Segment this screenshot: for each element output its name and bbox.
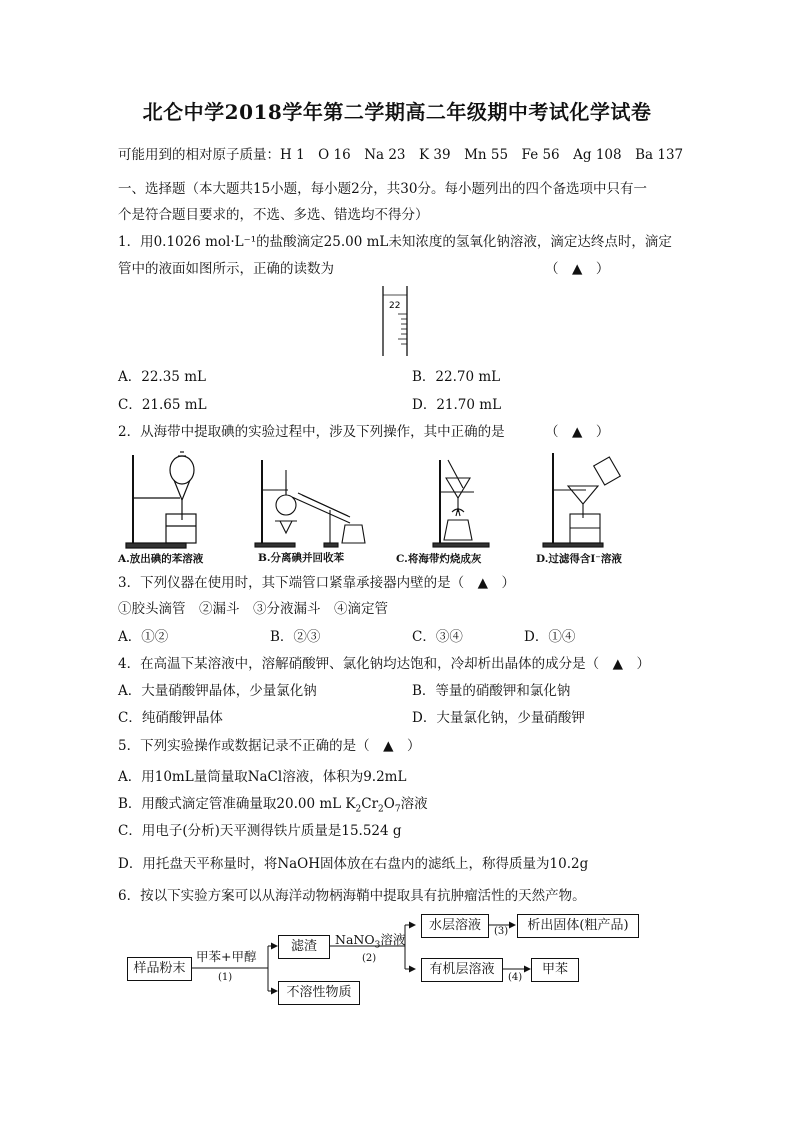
q4-option-a: A．大量硝酸钾晶体，少量氯化钠 [118,683,317,699]
q4-stem: 4．在高温下某溶液中，溶解硝酸钾、氯化钠均达饱和，冷却析出晶体的成分是（ ▲ ） [118,656,650,672]
apparatus-b-distillation [250,455,375,550]
apparatus-a-caption: A.放出碘的苯溶液 [118,553,204,565]
flow-reagent-nano3: NaNO$_3$溶液 [335,932,406,951]
q2-answer-blank: （ ▲ ） [545,424,610,440]
apparatus-d-caption: D.过滤得含I⁻溶液 [536,553,622,565]
q4-option-b: B．等量的硝酸钾和氯化钠 [412,683,571,699]
q5-option-b: B．用酸式滴定管准确量取20.00 mL $K_2Cr_2O_7$溶液 [118,796,428,815]
q1-option-b: B．22.70 mL [412,369,501,385]
q1-stem-line2: 管中的液面如图所示，正确的读数为 [118,261,334,277]
flow-reagent-toluene-methanol: 甲苯+甲醇 [196,949,257,964]
flow-toluene: 甲苯 [531,958,579,982]
flow-step-3: (3) [494,926,509,937]
q5-option-c: C．用电子(分析)天平测得铁片质量是15.524 g [118,823,402,839]
q1-option-c: C．21.65 mL [118,397,207,413]
q3-option-a: A．①② [118,629,169,645]
flow-step-4: (4) [508,972,523,983]
flow-crude-product: 析出固体(粗产品) [517,914,639,938]
q1-stem-line1: 1．用0.1026 mol·L⁻¹的盐酸滴定25.00 mL未知浓度的氢氧化钠溶液，滴定达终点时，滴定 [118,234,672,250]
q3-option-d: D．①④ [524,629,576,645]
burette-label: 22 [389,301,401,311]
flow-step-1: (1) [218,972,233,983]
q3-option-b: B．②③ [270,629,321,645]
apparatus-c-burning [428,450,498,550]
q5-option-d: D．用托盘天平称量时，将NaOH固体放在右盘内的滤纸上，称得质量为10.2g [118,856,589,872]
q4-option-c: C．纯硝酸钾晶体 [118,710,223,726]
apparatus-a-separatory-funnel [118,450,218,550]
section-heading-line2: 个是符合题目要求的，不选、多选、错选均不得分） [118,207,429,223]
q3-stem: 3．下列仪器在使用时，其下端管口紧靠承接器内壁的是（ ▲ ） [118,575,515,591]
flow-step-2: (2) [362,953,377,964]
q5-stem: 5．下列实验操作或数据记录不正确的是（ ▲ ） [118,738,421,754]
q1-option-d: D．21.70 mL [412,397,502,413]
page-title: 北仑中学2018学年第二学期高二年级期中考试化学试卷 [142,100,652,124]
q4-option-d: D．大量氯化钠，少量硝酸钾 [412,710,585,726]
flow-organic-layer: 有机层溶液 [421,958,503,982]
section-heading-line1: 一、选择题（本大题共15小题，每小题2分，共30分。每小题列出的四个备选项中只有一 [118,181,647,197]
q1-answer-blank: （ ▲ ） [545,261,610,277]
q2-stem: 2．从海带中提取碘的实验过程中，涉及下列操作，其中正确的是 [118,424,505,440]
apparatus-d-filtration [538,448,628,550]
q3-option-c: C．③④ [412,629,463,645]
apparatus-b-caption: B.分离碘并回收苯 [258,552,345,564]
atomic-masses: 可能用到的相对原子质量：H 1 O 16 Na 23 K 39 Mn 55 Fe 56 Ag 108 Ba 137 [118,147,684,163]
q1-option-a: A．22.35 mL [118,369,206,385]
flow-filter-residue: 滤渣 [278,935,330,959]
apparatus-c-caption: C.将海带灼烧成灰 [396,553,482,565]
burette-figure [378,286,412,358]
q3-items: ①胶头滴管 ②漏斗 ③分液漏斗 ④滴定管 [118,601,388,617]
flow-sample-powder: 样品粉末 [127,957,192,981]
q5-option-a: A．用10mL量筒量取NaCl溶液，体积为9.2mL [118,769,407,785]
flow-insoluble-matter: 不溶性物质 [278,981,360,1005]
q6-stem: 6．按以下实验方案可以从海洋动物柄海鞘中提取具有抗肿瘤活性的天然产物。 [118,888,586,904]
flow-aqueous-layer: 水层溶液 [421,914,489,938]
